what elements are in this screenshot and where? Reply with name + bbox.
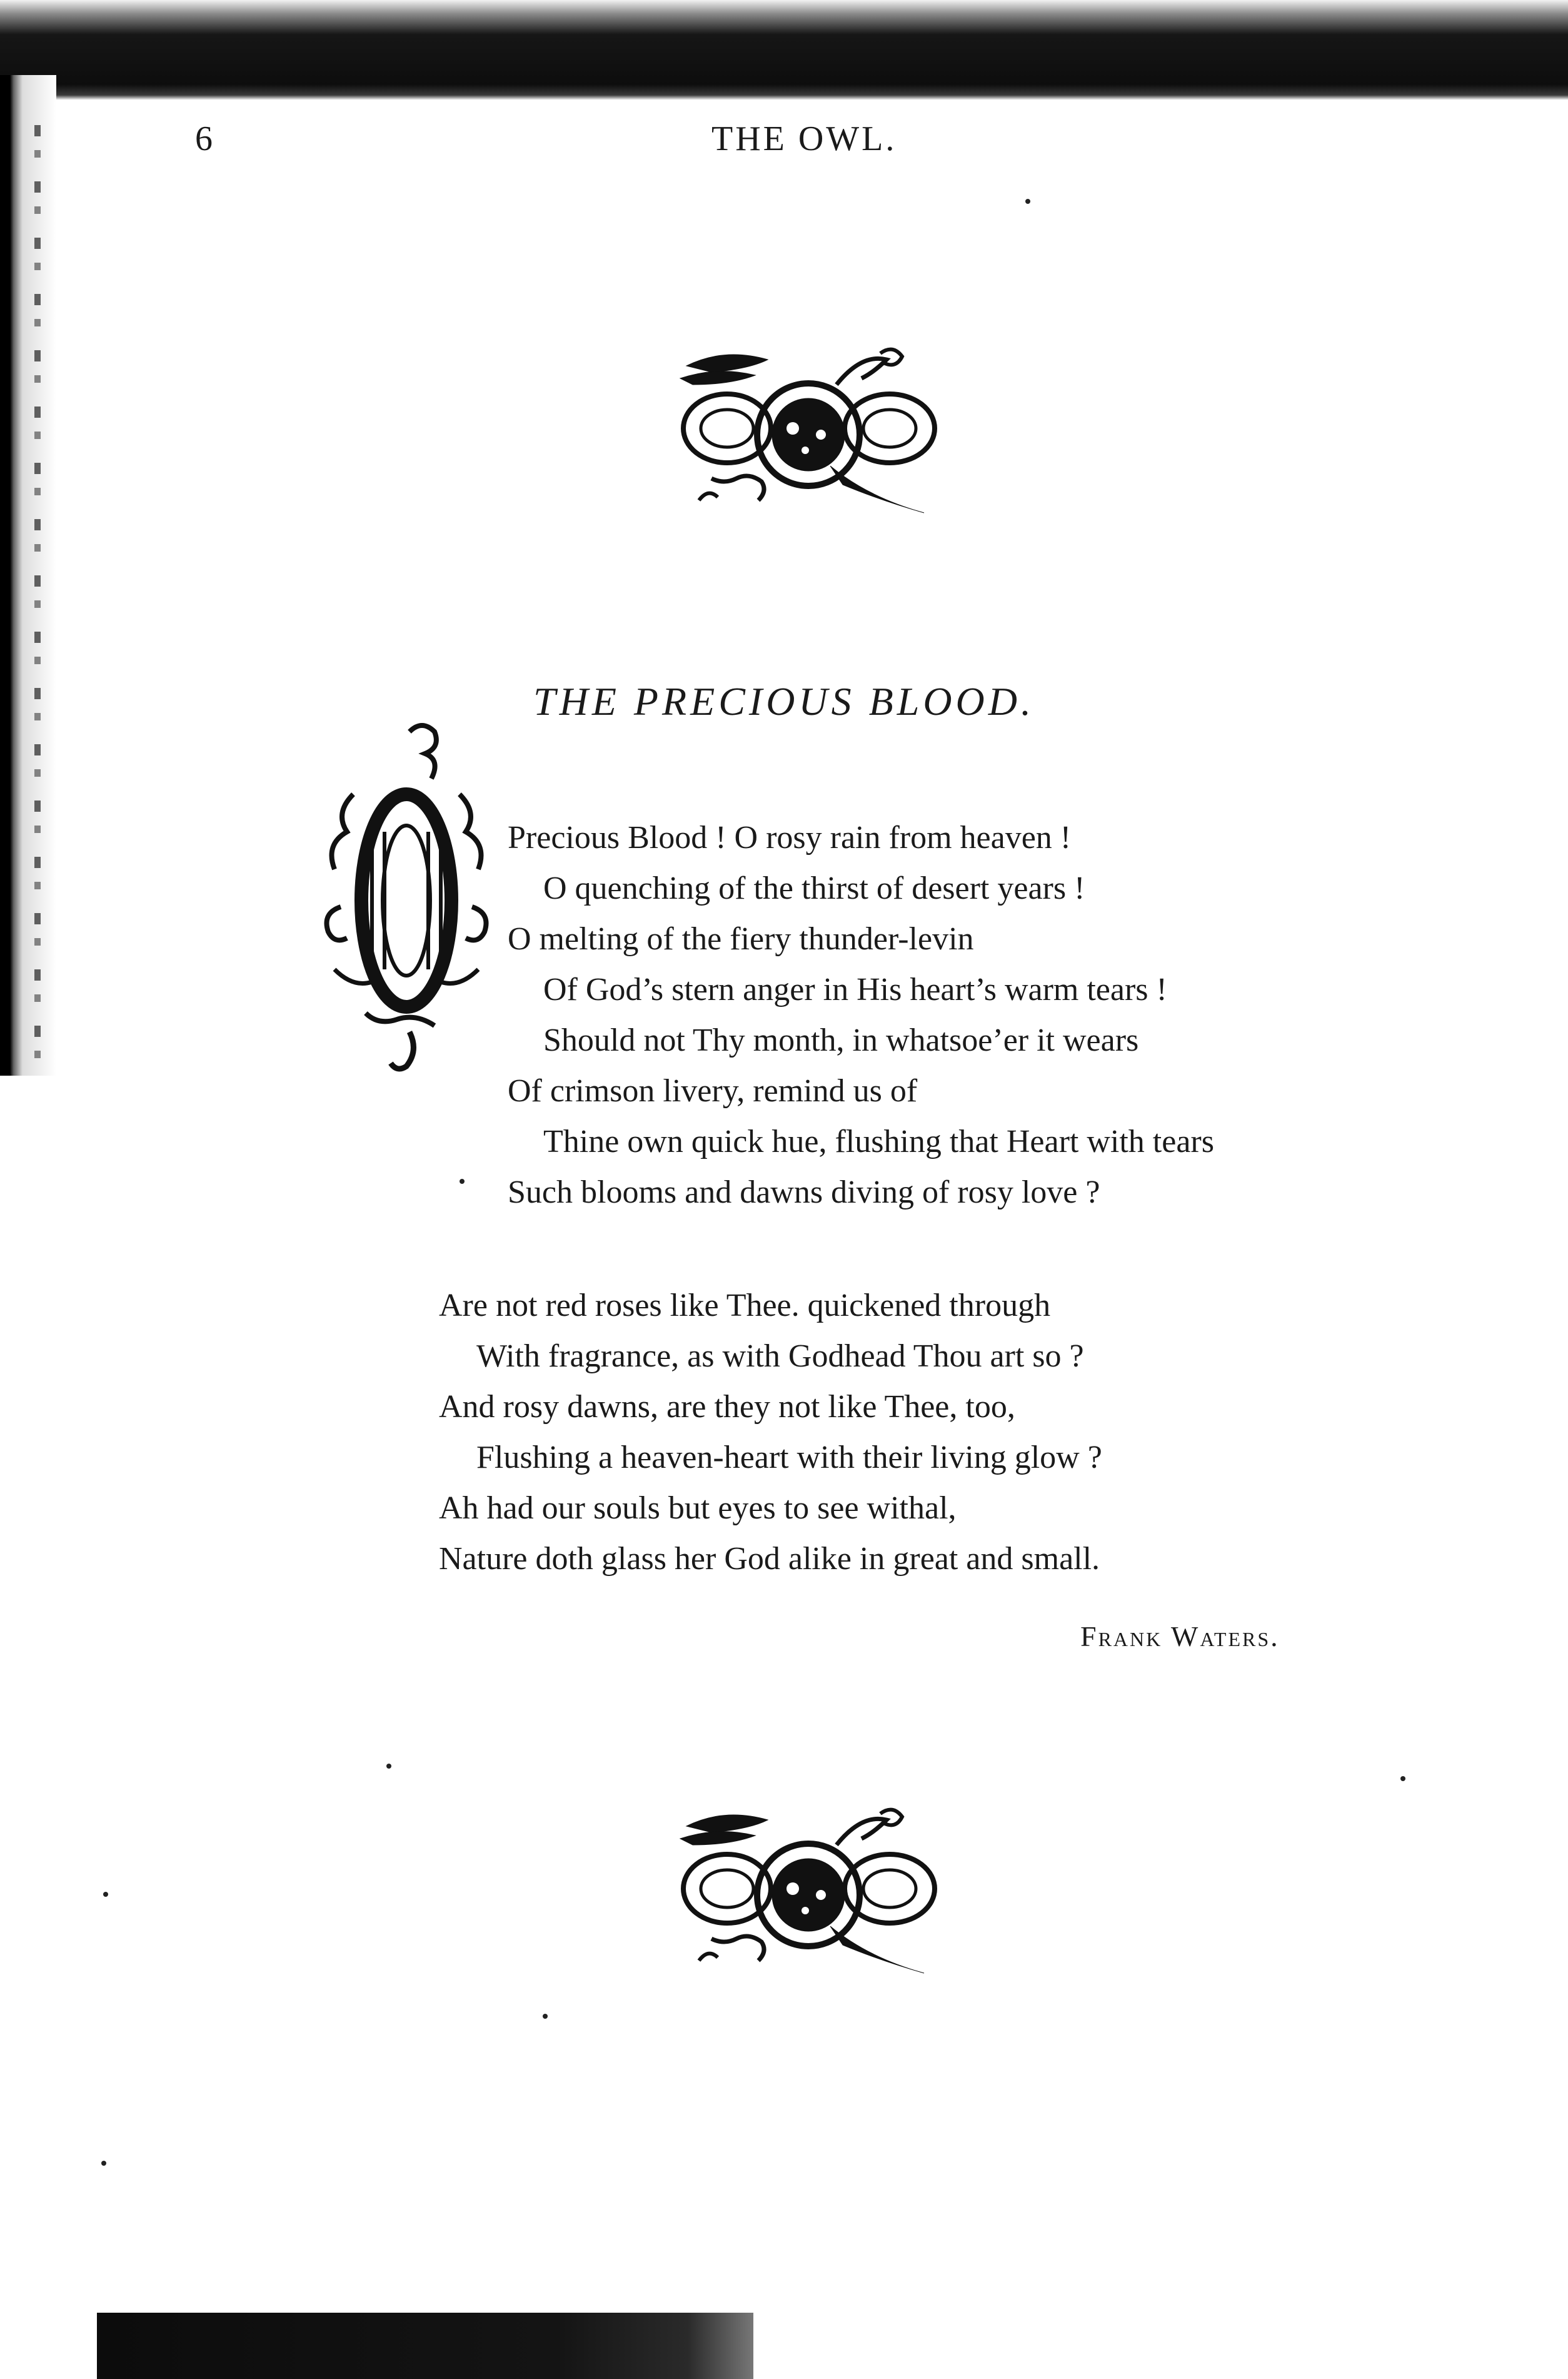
scan-edge-left (0, 75, 56, 1076)
scan-speck (460, 1179, 465, 1184)
scan-speck (1400, 1776, 1405, 1781)
poem-line: Thine own quick hue, flushing that Heart with tears (543, 1124, 1214, 1159)
poem-title: THE PRECIOUS BLOOD. (533, 679, 1035, 724)
owl-vignette-bottom (674, 1801, 943, 1982)
poem-line: O melting of the fiery thunder-levin (508, 921, 974, 957)
poem-line: Are not red roses like Thee. quickened through (439, 1288, 1051, 1323)
poem-line: Ah had our souls but eyes to see withal, (439, 1490, 957, 1526)
page-number: 6 (195, 119, 215, 158)
poem-line: And rosy dawns, are they not like Thee, too, (439, 1389, 1015, 1425)
decorative-initial-o (316, 719, 497, 1076)
scan-speck (101, 2161, 106, 2166)
author-signature: Frank Waters. (1080, 1620, 1280, 1652)
poem-line: Precious Blood ! O rosy rain from heaven ! (508, 820, 1072, 856)
poem-line: Such blooms and dawns diving of rosy love ? (508, 1174, 1100, 1210)
poem-line: Flushing a heaven-heart with their living glow ? (476, 1440, 1102, 1475)
poem-line: Of crimson livery, remind us of (508, 1073, 918, 1109)
scan-speck (103, 1892, 108, 1897)
scan-edge-left-streaks (34, 125, 41, 1063)
poem-line: Of God’s stern anger in His heart’s warm tears ! (543, 972, 1167, 1008)
scan-speck (386, 1764, 391, 1769)
poem-line: Nature doth glass her God alike in great and small. (439, 1541, 1100, 1577)
poem-line: O quenching of the thirst of desert years ! (543, 871, 1085, 906)
scan-speck (543, 2014, 548, 2019)
scan-edge-bottom (97, 2313, 753, 2379)
scan-edge-top (0, 0, 1568, 100)
scan-speck (1025, 199, 1030, 204)
running-title: THE OWL. (711, 119, 897, 158)
owl-vignette-top (674, 341, 943, 522)
poem-line: With fragrance, as with Godhead Thou art so ? (476, 1338, 1084, 1374)
poem-line: Should not Thy month, in whatsoe’er it wears (543, 1023, 1139, 1058)
